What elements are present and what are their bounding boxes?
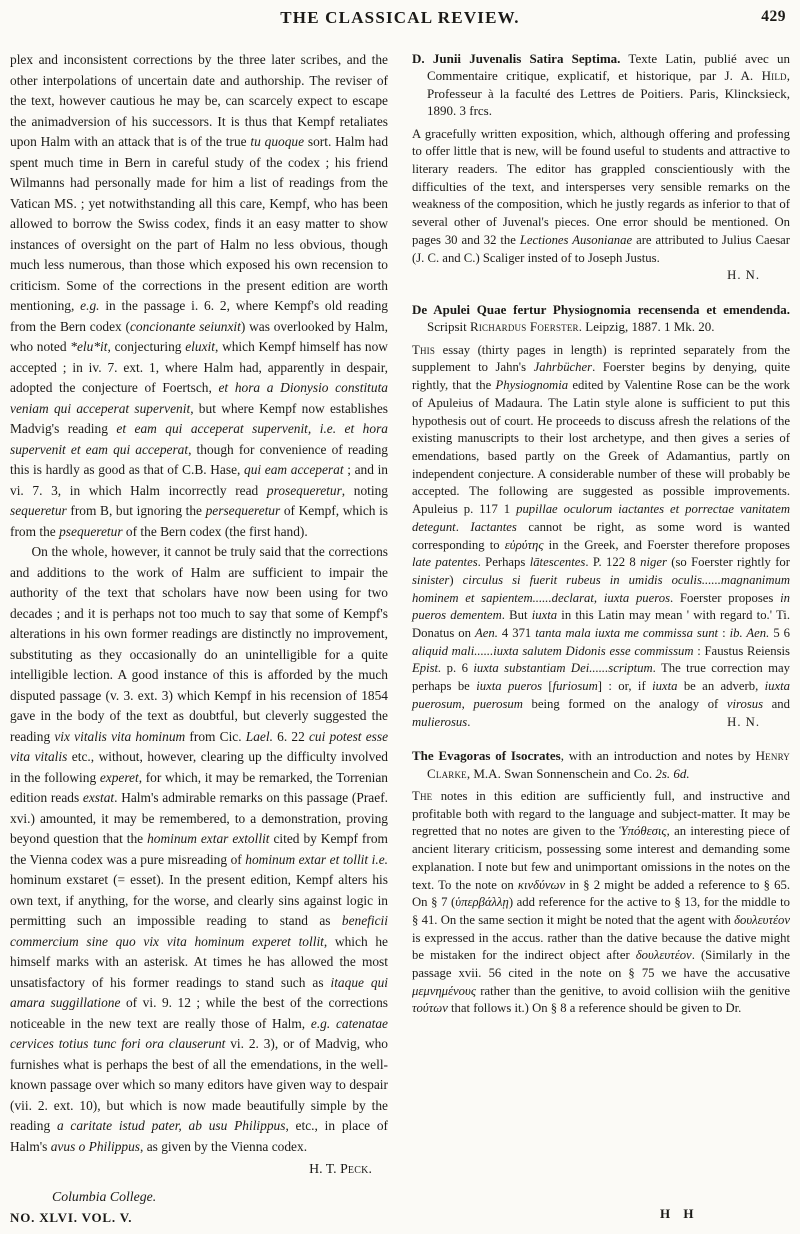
review-heading: D. Junii Juvenalis Satira Septima. Texte Latin, publié avec un Commentaire critique, explicatif, et historique, par J. A. Hild, Professeur à la faculté des Lettres de Poitiers. Paris, Klincksieck, 1890. 3 frcs.	[412, 51, 790, 119]
journal-title: THE CLASSICAL REVIEW.	[280, 8, 520, 27]
two-column-text	[10, 50, 790, 1207]
review-apuleius	[412, 301, 790, 731]
review-juvenal	[412, 50, 790, 285]
page-number: 429	[761, 8, 786, 25]
article-paragraph: On the whole, however, it cannot be truly said that the corrections and additions to the work of Halm are sufficient to impair the authority of the text that scholars have now been using for two decades ; and it is perhaps not too much to say that some of Kempf's alterations in his own former readings are distinctly no improvement, substituting as they occasionally do an unintelligible for a quite intelligible lection. A good instance of this is afforded by the much disputed passage (v. 3. ext. 3) which Kempf in his recension of 1854 gave in the body of the text as doubtful, but cleverly suggested the reading vix vitalis vita hominum from Cic. Lael. 6. 22 cui potest esse vita vitalis etc., without, however, clearing up the difficulty involved in the following experet, for which, it may be remarked, the Torrenian edition reads exstat. Halm's admirable remarks on this passage (Praef. xvi.) amounted, it may be remembered, to a demonstration, proving beyond question that the hominum extar extollit cited by Kempf from the Vienna codex was a pure misreading of hominum extar et tollit i.e. hominum exstaret (= esset). In the present edition, Kempf alters his own text, if anything, for the worse, and clearly sins against logic in permitting such an impossible reading to stand as beneficii commercium sine quo vix vita hominum experet tollit, which he himself marks with an asterisk. At times he has allowed the most unsatisfactory of his former readings to stand such as itaque qui amara suggillatione of vi. 9. 12 ; while the best of the corrections noticeable in the new text are really those of Halm, e.g. catenatae cervices totius tunc fori ora clauserunt vi. 2. 3), or of Madvig, who furnishes what is perhaps the best of all the emendations, in the well-known passage over which so many editors have given way to despair (vii. 2. ext. 10), but which is now made beautifully simple by the reading a caritate istud pater, ab usu Philippus, etc., in place of Halm's avus o Philippus, as given by the Vienna codex.	[10, 544, 389, 1154]
review-evagoras	[412, 747, 790, 1018]
review-body: The notes in this edition are sufficiently full, and instructive and profitable both with regard to the language and subject-matter. It may be regretted that no notes are given to the Ὑπόθεσις, an interesting piece of ancient literary criticism, possessing some interest and demanding some explanation. I note but few and unimportant omissions in the notes on the text. To the note on κινδύνων in § 2 might be added a reference to § 65. On § 7 (ὑπερβάλλῃ) add reference for the active to § 13, for the middle to § 41. On the same section it might be noted that the agent with δουλευτέον is expressed in the accus. rather than the dative because the dative might be mistaken for the indirect object after δουλευτέον. (Similarly in the passage xvii. 56 cited in the note on § 75 we have the accusative μεμνημένους rather than the genitive, to avoid collision wiih the genitive τούτων that follows it.) On § 8 a reference should be given to Dr.	[412, 789, 791, 1016]
press-mark: H H	[660, 1206, 699, 1221]
author-affiliation: Columbia College.	[52, 1188, 157, 1204]
right-column-reviews	[412, 50, 790, 1207]
reviewer-initials: H. N.	[727, 714, 760, 729]
left-column-article	[10, 50, 388, 1207]
issue-volume-footer: NO. XLVI. VOL. V.	[10, 1210, 133, 1225]
review-body	[412, 342, 790, 731]
reviewer-initials: H. N.	[727, 268, 760, 283]
article-paragraph: plex and inconsistent corrections by the three later scribes, and the other interpolations of uncertain date and authorship. The reviser of the text, however cautious he may be, can scarcely expect to escape the animadversion of his successors. It is thus that Kempf retaliates upon Halm with an attack that is of the true tu quoque sort. Halm had spent much time in Bern in careful study of the codex ; his friend Wilmanns had personally made for him a list of readings from the Vatican MS. ; yet notwithstanding all this care, Kempf, who has been allowed to borrow the Swiss codex, finds it an easy matter to show instances of oversight on the part of Halm no less obvious, though much less numerous, than those which exposed his own recension to criticism. Some of the corrections in the present edition are worth mentioning, e.g. in the passage i. 6. 2, where Kempf's old reading from the Bern codex (concionante seiunxit) was overlooked by Halm, who noted *elu*it, conjecturing eluxit, which Kempf himself has now accepted ; in iv. 7. ext. 1, where Halm had, apparently in despair, adopted the conjecture of Foertsch, et hora a Dionysio constituta veniam qui acceperat supervenit, but where Kempf now establishes Madvig's reading et eam qui acceperat supervenit, i.e. et hora supervenit et eam qui acceperat, though for convenience of reading this is hardly as good as that of C.B. Hase, qui eam acceperat ; and in vi. 7. 3, in which Halm incorrectly read prosequeretur, noting sequeretur from B, but ignoring the persequeretur of Kempf, which is from the psequeretur of the Bern codex (the first hand).	[10, 52, 389, 539]
running-head	[10, 8, 790, 38]
review-body-text: This essay (thirty pages in length) is reprinted separately from the supplement to Jahn's Jahrbücher. Foerster begins by denying, quite rightly, that the Physiognomia edited by Valentine Rose can be the work of Apuleius of Madaura. The Latin style alone is sufficient to put this hypothesis out of court. He proceeds to discuss afresh the relations of the existing manuscripts to their lost archetype, and then gives a series of emendations, based partly on the Greek of Adamantius, partly on independent conjecture. A considerable number of these will probably be accepted. The following are suggested as possible improvements. Apuleius p. 117 1 pupillae oculorum iactantes et porrectae vanitatem detegunt. Iactantes cannot be right, as some word is wanted corresponding to εὐρύτης in the Greek, and Foerster therefore proposes late patentes. Perhaps lātescentes. P. 122 8 niger (so Foerster rightly for sinister) circulus si fuerit rubeus in umidis oculis......magnanimum hominem et sapientem......declarat, iuxta pueros. Foerster proposes in pueros dementem. But iuxta in this Latin may mean ' with regard to.' Ti. Donatus on Aen. 4 371 tanta mala iuxta me commissa sunt : ib. Aen. 5 6 aliquid mali......iuxta salutem Didonis esse commissum : Faustus Reiensis Epist. p. 6 iuxta substantiam Dei......scriptum. The true correction may perhaps be iuxta pueros [furiosum] : or, if iuxta be an adverb, iuxta puerosum, puerosum being formed on the analogy of virosus and mulierosus.	[412, 342, 791, 729]
review-body: A gracefully written exposition, which, although offering and professing to offer little that is new, will be found useful to students and attractive to literary readers. The editor has grappled conscientiously with the difficulties of the text, and intersperses very sensible remarks on the weakness of the composition, which he justly regards as inferior to that of several other of Juvenal's pieces. One error should be mentioned. On pages 30 and 32 the Lectiones Ausonianae are attributed to Julius Caesar (J. C. and C.) Scaliger insted of to Joseph Justus.	[412, 126, 790, 265]
author-signature: H. T. Peck.	[309, 1161, 372, 1176]
review-heading: The Evagoras of Isocrates, with an introduction and notes by Henry Clarke, M.A. Swan Sonnenschein and Co. 2s. 6d.	[412, 748, 790, 781]
review-heading: De Apulei Quae fertur Physiognomia recensenda et emendenda. Scripsit Richardus Foerster. Leipzig, 1887. 1 Mk. 20.	[412, 301, 790, 335]
